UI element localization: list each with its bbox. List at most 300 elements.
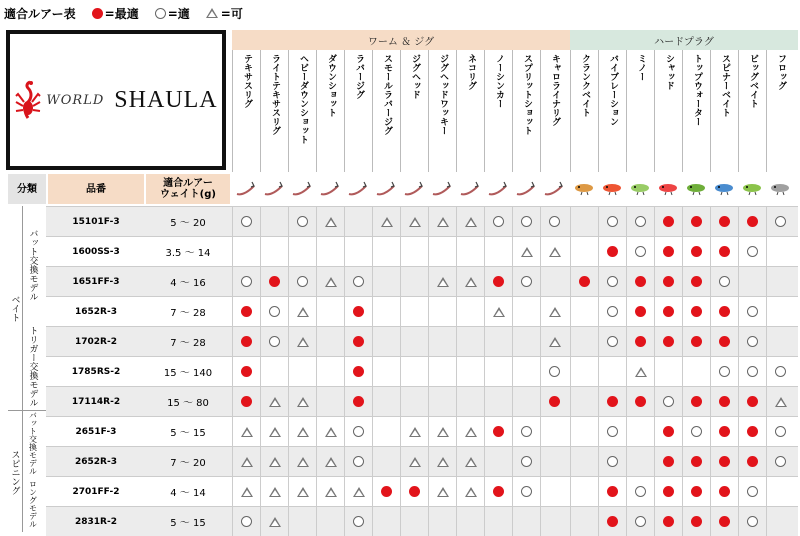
legend <box>4 3 243 23</box>
lure-weight: 4 〜 16 <box>170 278 206 289</box>
suitability-cell <box>456 237 484 266</box>
suitability-cell <box>316 357 344 386</box>
section-spin-butt: バット交換モデル <box>28 411 38 475</box>
suitability-cell <box>766 237 794 266</box>
best-dot-icon <box>607 246 618 257</box>
suitability-cell <box>738 267 766 296</box>
table-row <box>46 266 798 296</box>
suitability-cell <box>400 327 428 356</box>
suitability-cell <box>260 447 288 476</box>
suitability-cell <box>570 237 598 266</box>
suitability-cell <box>540 267 568 296</box>
good-circle-icon <box>521 276 532 287</box>
model-number: 15101F-3 <box>72 216 120 227</box>
model-number: 2831R-2 <box>75 516 117 527</box>
best-dot-icon <box>353 306 364 317</box>
good-circle-icon <box>607 336 618 347</box>
suitability-cell <box>738 207 766 236</box>
suitability-cell <box>456 357 484 386</box>
section-bait: ベイト <box>9 294 20 322</box>
jig-head-icon <box>400 174 428 202</box>
suitability-cell <box>288 387 316 416</box>
suitability-cell <box>344 237 372 266</box>
column-label: スモールラバージグ <box>382 54 392 135</box>
suitability-cell <box>316 237 344 266</box>
suitability-cell <box>428 447 456 476</box>
suitability-cell <box>738 327 766 356</box>
suitability-cell <box>654 207 682 236</box>
suitability-cell <box>598 267 626 296</box>
drop-shot-icon <box>316 174 344 202</box>
good-circle-icon <box>549 366 560 377</box>
suitability-cell <box>598 477 626 506</box>
suitability-cell <box>598 207 626 236</box>
frog-icon <box>766 174 794 202</box>
model-number: 17114R-2 <box>71 396 121 407</box>
suitability-cell <box>540 237 568 266</box>
good-circle-icon <box>747 336 758 347</box>
suitability-cell <box>570 207 598 236</box>
brand-logo <box>6 30 226 170</box>
good-circle-icon <box>155 8 166 19</box>
suitability-cell <box>372 297 400 326</box>
model-number: 1652R-3 <box>75 306 117 317</box>
best-dot-icon <box>691 486 702 497</box>
column-header <box>512 50 540 172</box>
suitability-cell <box>316 417 344 446</box>
suitability-cell <box>232 327 260 356</box>
table-row <box>46 356 798 386</box>
good-circle-icon <box>775 216 786 227</box>
suitability-cell <box>344 477 372 506</box>
spinnerbait-icon <box>710 174 738 202</box>
best-dot-icon <box>691 456 702 467</box>
ok-triangle-icon <box>409 457 421 467</box>
legend-good-label: =適 <box>167 6 190 21</box>
suitability-cell <box>428 267 456 296</box>
suitability-cell <box>512 327 540 356</box>
suitability-cell <box>654 237 682 266</box>
good-circle-icon <box>747 516 758 527</box>
suitability-cell <box>400 447 428 476</box>
suitability-cell <box>626 237 654 266</box>
best-dot-icon <box>493 276 504 287</box>
column-header <box>766 50 794 172</box>
suitability-cell <box>598 297 626 326</box>
suitability-cell <box>710 387 738 416</box>
suitability-cell <box>372 357 400 386</box>
ok-triangle-icon <box>549 337 561 347</box>
suitability-cell <box>512 447 540 476</box>
column-label: フロッグ <box>776 54 786 90</box>
suitability-cell <box>260 417 288 446</box>
suitability-cell <box>484 507 512 536</box>
suitability-cell <box>598 357 626 386</box>
ok-triangle-icon <box>465 457 477 467</box>
ok-triangle-icon <box>241 427 253 437</box>
suitability-cell <box>570 507 598 536</box>
suitability-cell <box>654 507 682 536</box>
column-header <box>372 50 400 172</box>
suitability-cell <box>400 267 428 296</box>
suitability-cell <box>344 507 372 536</box>
suitability-cell <box>372 477 400 506</box>
column-header <box>428 50 456 172</box>
good-circle-icon <box>353 516 364 527</box>
ok-triangle-icon <box>437 277 449 287</box>
suitability-cell <box>484 297 512 326</box>
crankbait-icon <box>570 174 598 202</box>
ok-triangle-icon <box>325 457 337 467</box>
suitability-cell <box>400 477 428 506</box>
ok-triangle-icon <box>493 307 505 317</box>
best-dot-icon <box>691 246 702 257</box>
best-dot-icon <box>663 246 674 257</box>
good-circle-icon <box>521 216 532 227</box>
good-circle-icon <box>353 426 364 437</box>
best-dot-icon <box>493 426 504 437</box>
suitability-cell <box>232 387 260 416</box>
column-label: ジグヘッド <box>410 54 420 99</box>
section-spin: スピニング <box>9 449 20 495</box>
good-circle-icon <box>521 456 532 467</box>
suitability-cell <box>428 387 456 416</box>
column-label: ネコリグ <box>466 54 476 90</box>
suitability-cell <box>428 477 456 506</box>
big-bait-icon <box>738 174 766 202</box>
column-header <box>682 50 710 172</box>
suitability-cell <box>738 237 766 266</box>
suitability-cell <box>260 207 288 236</box>
lure-weight: 7 〜 20 <box>170 458 206 469</box>
suitability-cell <box>598 507 626 536</box>
carolina-rig-icon <box>540 174 568 202</box>
suitability-cell <box>316 297 344 326</box>
neko-rig-icon <box>456 174 484 202</box>
suitability-cell <box>428 507 456 536</box>
good-circle-icon <box>635 486 646 497</box>
suitability-cell <box>260 507 288 536</box>
suitability-cell <box>570 447 598 476</box>
suitability-cell <box>710 267 738 296</box>
column-header <box>288 50 316 172</box>
suitability-cell <box>232 237 260 266</box>
good-circle-icon <box>747 366 758 377</box>
suitability-cell <box>372 327 400 356</box>
suitability-cell <box>260 267 288 296</box>
suitability-cell <box>540 447 568 476</box>
best-dot-icon <box>691 276 702 287</box>
best-dot-icon <box>241 336 252 347</box>
model-number: 2652R-3 <box>75 456 117 467</box>
suitability-cell <box>766 207 794 236</box>
column-header <box>456 50 484 172</box>
good-circle-icon <box>521 486 532 497</box>
good-circle-icon <box>269 336 280 347</box>
suitability-cell <box>512 507 540 536</box>
best-dot-icon <box>92 8 103 19</box>
good-circle-icon <box>635 516 646 527</box>
scorpion-icon <box>14 80 42 120</box>
suitability-cell <box>654 447 682 476</box>
good-circle-icon <box>747 246 758 257</box>
column-label: ヘビーダウンショット <box>298 54 308 144</box>
model-number: 1702R-2 <box>75 336 117 347</box>
suitability-cell <box>456 387 484 416</box>
suitability-cell <box>484 477 512 506</box>
column-header <box>570 50 598 172</box>
best-dot-icon <box>719 396 730 407</box>
ok-triangle-icon <box>437 457 449 467</box>
model-number: 2651F-3 <box>75 426 117 437</box>
suitability-cell <box>682 387 710 416</box>
suitability-cell <box>400 297 428 326</box>
suitability-cell <box>512 237 540 266</box>
suitability-cell <box>260 237 288 266</box>
best-dot-icon <box>719 486 730 497</box>
suitability-cell <box>512 477 540 506</box>
suitability-cell <box>456 207 484 236</box>
column-label: ビッグベイト <box>748 54 758 108</box>
suitability-cell <box>710 297 738 326</box>
suitability-cell <box>232 207 260 236</box>
suitability-cell <box>598 387 626 416</box>
suitability-cell <box>654 357 682 386</box>
suitability-cell <box>598 237 626 266</box>
column-label: スプリットショット <box>522 54 532 135</box>
suitability-cell <box>288 267 316 296</box>
divider <box>22 206 23 532</box>
best-dot-icon <box>691 516 702 527</box>
suitability-cell <box>456 507 484 536</box>
good-circle-icon <box>353 456 364 467</box>
suitability-cell <box>316 327 344 356</box>
column-label: クランクベイト <box>580 54 590 117</box>
suitability-cell <box>654 417 682 446</box>
split-shot-icon <box>512 174 540 202</box>
suitability-cell <box>738 417 766 446</box>
column-header <box>654 50 682 172</box>
column-label: テキサスリグ <box>242 54 252 108</box>
best-dot-icon <box>663 456 674 467</box>
best-dot-icon <box>691 216 702 227</box>
ok-triangle-icon <box>269 487 281 497</box>
suitability-cell <box>682 327 710 356</box>
column-label: バイブレーション <box>608 54 618 126</box>
header-model: 品番 <box>48 174 144 204</box>
lure-weight: 3.5 〜 14 <box>165 248 211 259</box>
best-dot-icon <box>747 456 758 467</box>
good-circle-icon <box>353 276 364 287</box>
suitability-cell <box>428 417 456 446</box>
suitability-cell <box>232 417 260 446</box>
suitability-cell <box>766 417 794 446</box>
suitability-cell <box>626 207 654 236</box>
ok-triangle-icon <box>269 457 281 467</box>
suitability-cell <box>766 477 794 506</box>
suitability-cell <box>570 417 598 446</box>
suitability-cell <box>288 357 316 386</box>
best-dot-icon <box>607 396 618 407</box>
suitability-cell <box>738 297 766 326</box>
shad-icon <box>654 174 682 202</box>
suitability-cell <box>766 387 794 416</box>
ok-triangle-icon <box>437 487 449 497</box>
suitability-cell <box>626 447 654 476</box>
rubber-jig-icon <box>344 174 372 202</box>
best-dot-icon <box>719 336 730 347</box>
lure-weight: 15 〜 80 <box>167 398 209 409</box>
suitability-cell <box>232 477 260 506</box>
ok-triangle-icon <box>297 487 309 497</box>
ok-triangle-icon <box>635 367 647 377</box>
suitability-cell <box>456 477 484 506</box>
suitability-cell <box>288 327 316 356</box>
good-circle-icon <box>747 486 758 497</box>
suitability-cell <box>232 447 260 476</box>
model-number: 2701FF-2 <box>72 486 120 497</box>
suitability-cell <box>540 327 568 356</box>
ok-triangle-icon <box>297 457 309 467</box>
suitability-cell <box>484 327 512 356</box>
suitability-cell <box>766 297 794 326</box>
suitability-cell <box>288 297 316 326</box>
suitability-cell <box>400 417 428 446</box>
suitability-cell <box>288 477 316 506</box>
ok-triangle-icon <box>465 487 477 497</box>
good-circle-icon <box>635 216 646 227</box>
suitability-cell <box>260 327 288 356</box>
ok-triangle-icon <box>409 217 421 227</box>
suitability-cell <box>710 357 738 386</box>
ok-triangle-icon <box>297 307 309 317</box>
ok-triangle-icon <box>549 247 561 257</box>
logo-shaula: SHAULA <box>114 86 218 113</box>
table-row <box>46 476 798 506</box>
table-row <box>46 386 798 416</box>
section-spin-long: ロングモデル <box>28 480 38 528</box>
suitability-cell <box>738 357 766 386</box>
lure-weight: 7 〜 28 <box>170 338 206 349</box>
suitability-cell <box>344 267 372 296</box>
suitability-cell <box>626 477 654 506</box>
good-circle-icon <box>719 276 730 287</box>
ok-triangle-icon <box>437 427 449 437</box>
ok-triangle-icon <box>297 397 309 407</box>
lure-weight: 15 〜 140 <box>163 368 213 379</box>
good-circle-icon <box>241 516 252 527</box>
suitability-cell <box>288 447 316 476</box>
best-dot-icon <box>663 486 674 497</box>
table-row <box>46 206 798 236</box>
suitability-cell <box>570 327 598 356</box>
suitability-cell <box>484 387 512 416</box>
best-dot-icon <box>663 216 674 227</box>
best-dot-icon <box>663 276 674 287</box>
best-dot-icon <box>719 306 730 317</box>
suitability-cell <box>654 267 682 296</box>
model-number: 1651FF-3 <box>72 276 120 287</box>
suitability-cell <box>316 267 344 296</box>
best-dot-icon <box>635 396 646 407</box>
suitability-cell <box>232 507 260 536</box>
good-circle-icon <box>635 246 646 257</box>
best-dot-icon <box>691 306 702 317</box>
suitability-cell <box>456 267 484 296</box>
best-dot-icon <box>635 276 646 287</box>
good-circle-icon <box>549 216 560 227</box>
group-hard-plug: ハードプラグ <box>570 30 798 50</box>
ok-triangle-icon <box>465 217 477 227</box>
suitability-cell <box>456 417 484 446</box>
good-circle-icon <box>607 426 618 437</box>
best-dot-icon <box>663 426 674 437</box>
ok-triangle-icon <box>325 277 337 287</box>
best-dot-icon <box>381 486 392 497</box>
suitability-cell <box>288 417 316 446</box>
suitability-cell <box>682 207 710 236</box>
good-circle-icon <box>493 216 504 227</box>
column-header <box>232 50 260 172</box>
suitability-cell <box>428 297 456 326</box>
suitability-cell <box>540 297 568 326</box>
heavy-drop-shot-icon <box>288 174 316 202</box>
suitability-cell <box>598 447 626 476</box>
suitability-cell <box>626 417 654 446</box>
good-circle-icon <box>269 306 280 317</box>
suitability-cell <box>316 207 344 236</box>
suitability-cell <box>428 207 456 236</box>
suitability-cell <box>400 237 428 266</box>
header-class: 分類 <box>8 174 46 204</box>
legend-good <box>155 5 190 22</box>
suitability-cell <box>710 417 738 446</box>
suitability-cell <box>372 267 400 296</box>
suitability-cell <box>344 297 372 326</box>
suitability-cell <box>372 417 400 446</box>
suitability-cell <box>682 477 710 506</box>
suitability-cell <box>400 207 428 236</box>
suitability-cell <box>570 297 598 326</box>
best-dot-icon <box>691 336 702 347</box>
suitability-cell <box>344 327 372 356</box>
suitability-cell <box>260 297 288 326</box>
suitability-cell <box>344 207 372 236</box>
legend-best <box>92 5 139 22</box>
best-dot-icon <box>549 396 560 407</box>
good-circle-icon <box>297 276 308 287</box>
suitability-cell <box>288 237 316 266</box>
table-row <box>46 416 798 446</box>
lure-weight: 7 〜 28 <box>170 308 206 319</box>
suitability-cell <box>654 327 682 356</box>
ok-triangle-icon <box>549 307 561 317</box>
suitability-cell <box>372 507 400 536</box>
ok-triangle-icon <box>521 247 533 257</box>
column-header <box>738 50 766 172</box>
suitability-cell <box>260 387 288 416</box>
suitability-cell <box>428 237 456 266</box>
suitability-cell <box>766 447 794 476</box>
best-dot-icon <box>719 246 730 257</box>
suitability-cell <box>682 447 710 476</box>
ok-triangle-icon <box>465 277 477 287</box>
column-label: トップウォーター <box>692 54 702 126</box>
column-header <box>316 50 344 172</box>
header-weight-label: 適合ルアー ウェイト(g) <box>160 178 216 200</box>
suitability-cell <box>456 447 484 476</box>
best-dot-icon <box>269 276 280 287</box>
